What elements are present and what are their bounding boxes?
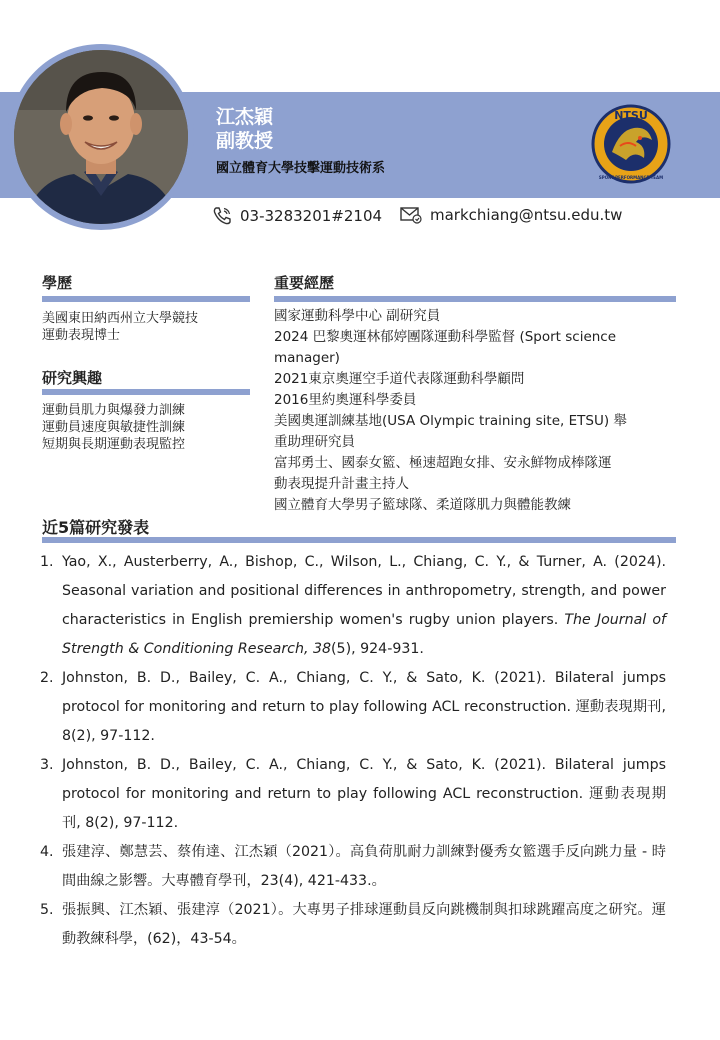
research-line: 運動員速度與敏捷性訓練 bbox=[42, 420, 186, 435]
experience-line: 動表現提升計畫主持人 bbox=[274, 476, 409, 492]
education-text bbox=[42, 310, 252, 344]
research-text bbox=[42, 402, 252, 453]
publication-text: Johnston, B. D., Bailey, C. A., Chiang, C. Y., & Sato, K. (2021). Bilateral jumps protocol for monitoring and return to play following ACL reconstruction. 運動表現期刊, 8(2), 97-112. bbox=[62, 670, 666, 744]
profile-photo-frame bbox=[8, 44, 194, 230]
experience-line: manager) bbox=[274, 350, 340, 366]
publication-journal: The Journal of Strength & Conditioning Research, 38 bbox=[62, 612, 666, 657]
publications-heading: 近5篇研究發表 bbox=[42, 518, 150, 537]
publications-divider bbox=[42, 537, 676, 543]
publication-item bbox=[40, 664, 666, 751]
experience-line: 重助理研究員 bbox=[274, 434, 355, 450]
experience-line: 國立體育大學男子籃球隊、柔道隊肌力與體能教練 bbox=[274, 497, 571, 513]
publication-item bbox=[40, 896, 666, 954]
publication-issue: (5), 924-931. bbox=[331, 641, 424, 657]
email-icon bbox=[400, 206, 422, 224]
experience-text bbox=[274, 306, 678, 516]
publication-text bbox=[62, 548, 666, 664]
phone-icon bbox=[212, 206, 232, 226]
education-divider bbox=[42, 296, 250, 302]
email-contact bbox=[400, 206, 622, 224]
experience-line: 2024 巴黎奧運林郁婷團隊運動科學監督 (Sport science bbox=[274, 329, 617, 345]
experience-heading: 重要經歷 bbox=[274, 274, 335, 292]
publication-number: 3. bbox=[40, 757, 54, 773]
department: 國立體育大學技擊運動技術系 bbox=[216, 161, 386, 176]
phone-contact bbox=[212, 206, 382, 226]
publication-item bbox=[40, 548, 666, 664]
publication-list bbox=[40, 548, 666, 954]
publication-item bbox=[40, 751, 666, 838]
publication-text: 張振興、江杰穎、張建淳（2021）。大專男子排球運動員反向跳機制與扣球跳躍高度之研究。運動教練科學，(62)，43-54。 bbox=[62, 902, 666, 947]
research-line: 運動員肌力與爆發力訓練 bbox=[42, 403, 186, 418]
logo-ring-text: SPORT PERFORMANCE TEAM bbox=[598, 175, 664, 180]
publication-text: Johnston, B. D., Bailey, C. A., Chiang, C. Y., & Sato, K. (2021). Bilateral jumps protocol for monitoring and return to play following ACL reconstruction. 運動表現期 刊, 8(2), 97-112. bbox=[62, 757, 666, 831]
education-line: 運動表現博士 bbox=[42, 328, 121, 343]
research-divider bbox=[42, 389, 250, 395]
publication-number: 4. bbox=[40, 844, 54, 860]
publication-text: 張建淳、鄭慧芸、蔡侑達、江杰穎（2021）。高負荷肌耐力訓練對優秀女籃選手反向跳力量 - 時間曲線之影響。大專體育學刊，23(4), 421-433.。 bbox=[62, 844, 666, 889]
experience-line: 2021東京奧運空手道代表隊運動科學顧問 bbox=[274, 371, 525, 387]
publication-citation: Yao, X., Austerberry, A., Bishop, C., Wilson, L., Chiang, C. Y., & Turner, A. (2024). Seasonal variation and positional differences in anthropometry, strength, and power characteristics in English premiership women's rugby union players. bbox=[62, 554, 666, 628]
person-title: 副教授 bbox=[216, 130, 274, 152]
education-heading: 學歷 bbox=[42, 274, 73, 292]
research-heading: 研究興趣 bbox=[42, 369, 103, 387]
experience-line: 富邦勇士、國泰女籃、極速超跑女排、安永鮮物成棒隊運 bbox=[274, 455, 612, 471]
logo-text: NTSU bbox=[614, 109, 648, 122]
experience-line: 美國奧運訓練基地(USA Olympic training site, ETSU) 舉 bbox=[274, 413, 627, 429]
profile-photo bbox=[14, 50, 188, 224]
email-address[interactable]: markchiang@ntsu.edu.tw bbox=[430, 206, 623, 224]
publication-number: 5. bbox=[40, 902, 54, 918]
experience-line: 國家運動科學中心 副研究員 bbox=[274, 308, 441, 324]
research-line: 短期與長期運動表現監控 bbox=[42, 437, 186, 452]
person-name: 江杰穎 bbox=[216, 106, 274, 128]
publication-number: 1. bbox=[40, 554, 54, 570]
experience-line: 2016里約奧運科學委員 bbox=[274, 392, 417, 408]
education-line: 美國東田納西州立大學競技 bbox=[42, 311, 199, 326]
experience-divider bbox=[274, 296, 676, 302]
publication-number: 2. bbox=[40, 670, 54, 686]
phone-number: 03-3283201#2104 bbox=[240, 207, 383, 225]
publication-item bbox=[40, 838, 666, 896]
ntsu-team-logo bbox=[590, 100, 672, 190]
